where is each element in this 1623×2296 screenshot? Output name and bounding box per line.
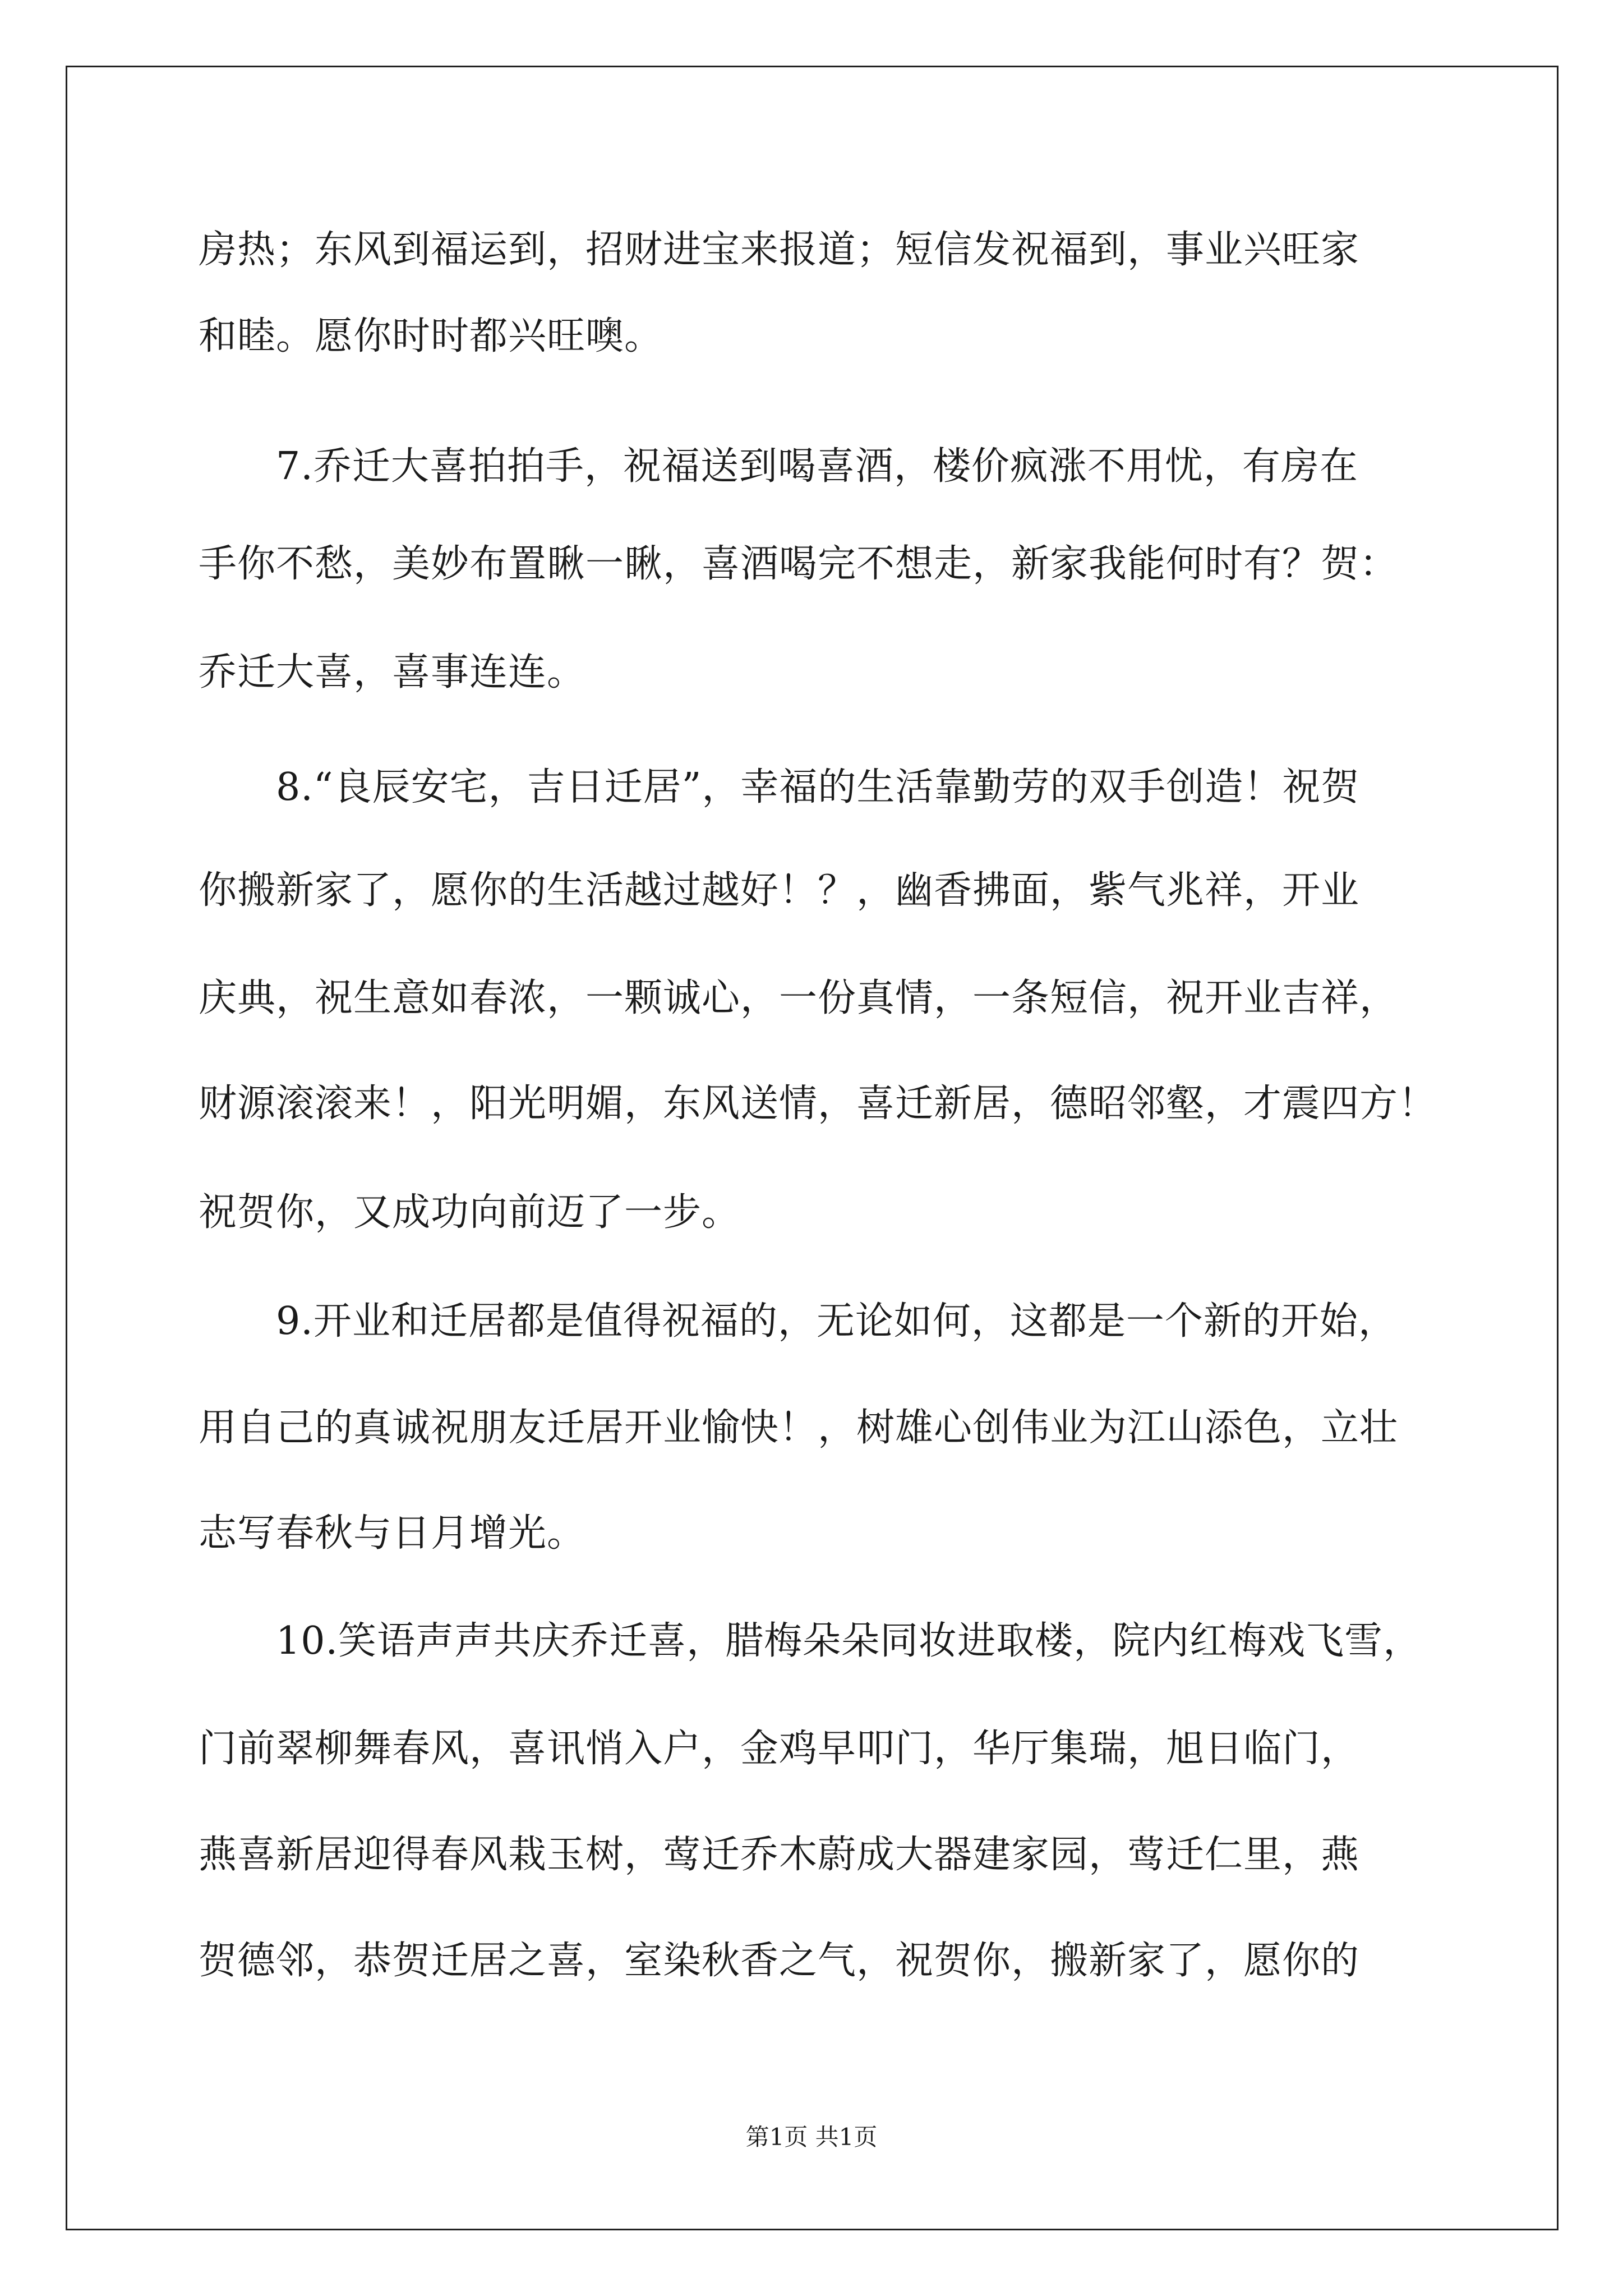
page-footer: 第1页 共1页: [745, 2123, 878, 2151]
text-line: 志写春秋与日月增光。: [199, 1511, 586, 1556]
text-line: 和睦。愿你时时都兴旺噢。: [199, 314, 663, 358]
text-line: 用自己的真诚祝朋友迁居开业愉快！，树雄心创伟业为江山添色，立壮: [199, 1406, 1399, 1450]
page-frame: [66, 66, 1559, 2230]
paragraph-7-start: 7.乔迁大喜拍拍手，祝福送到喝喜酒，楼价疯涨不用忧，有房在: [276, 444, 1358, 489]
text-line: 庆典，祝生意如春浓，一颗诚心，一份真情，一条短信，祝开业吉祥，: [199, 976, 1399, 1020]
text-line: 财源滚滚来！，阳光明媚，东风送情，喜迁新居，德昭邻壑，才震四方！: [199, 1082, 1437, 1126]
text-line: 祝贺你，又成功向前迈了一步。: [199, 1190, 741, 1235]
text-line: 房热；东风到福运到，招财进宝来报道；短信发祝福到，事业兴旺家: [199, 228, 1360, 272]
text-line: 贺德邻，恭贺迁居之喜，室染秋香之气，祝贺你，搬新家了，愿你的: [199, 1939, 1360, 1983]
text-line: 乔迁大喜，喜事连连。: [199, 650, 586, 694]
paragraph-8-start: 8.“良辰安宅，吉日迁居”，幸福的生活靠勤劳的双手创造！祝贺: [276, 765, 1360, 809]
paragraph-9-start: 9.开业和迁居都是值得祝福的，无论如何，这都是一个新的开始，: [276, 1299, 1397, 1343]
text-line: 手你不愁，美妙布置瞅一瞅，喜酒喝完不想走，新家我能何时有？贺：: [199, 542, 1399, 586]
text-line: 燕喜新居迎得春风栽玉树，莺迁乔木蔚成大器建家园，莺迁仁里，燕: [199, 1833, 1360, 1877]
text-line: 门前翠柳舞春风，喜讯悄入户，金鸡早叩门，华厅集瑞，旭日临门，: [199, 1727, 1360, 1771]
text-line: 你搬新家了，愿你的生活越过越好！？，幽香拂面，紫气兆祥，开业: [199, 868, 1360, 913]
paragraph-10-start: 10.笑语声声共庆乔迁喜，腊梅朵朵同妆进取楼，院内红梅戏飞雪，: [276, 1619, 1422, 1663]
